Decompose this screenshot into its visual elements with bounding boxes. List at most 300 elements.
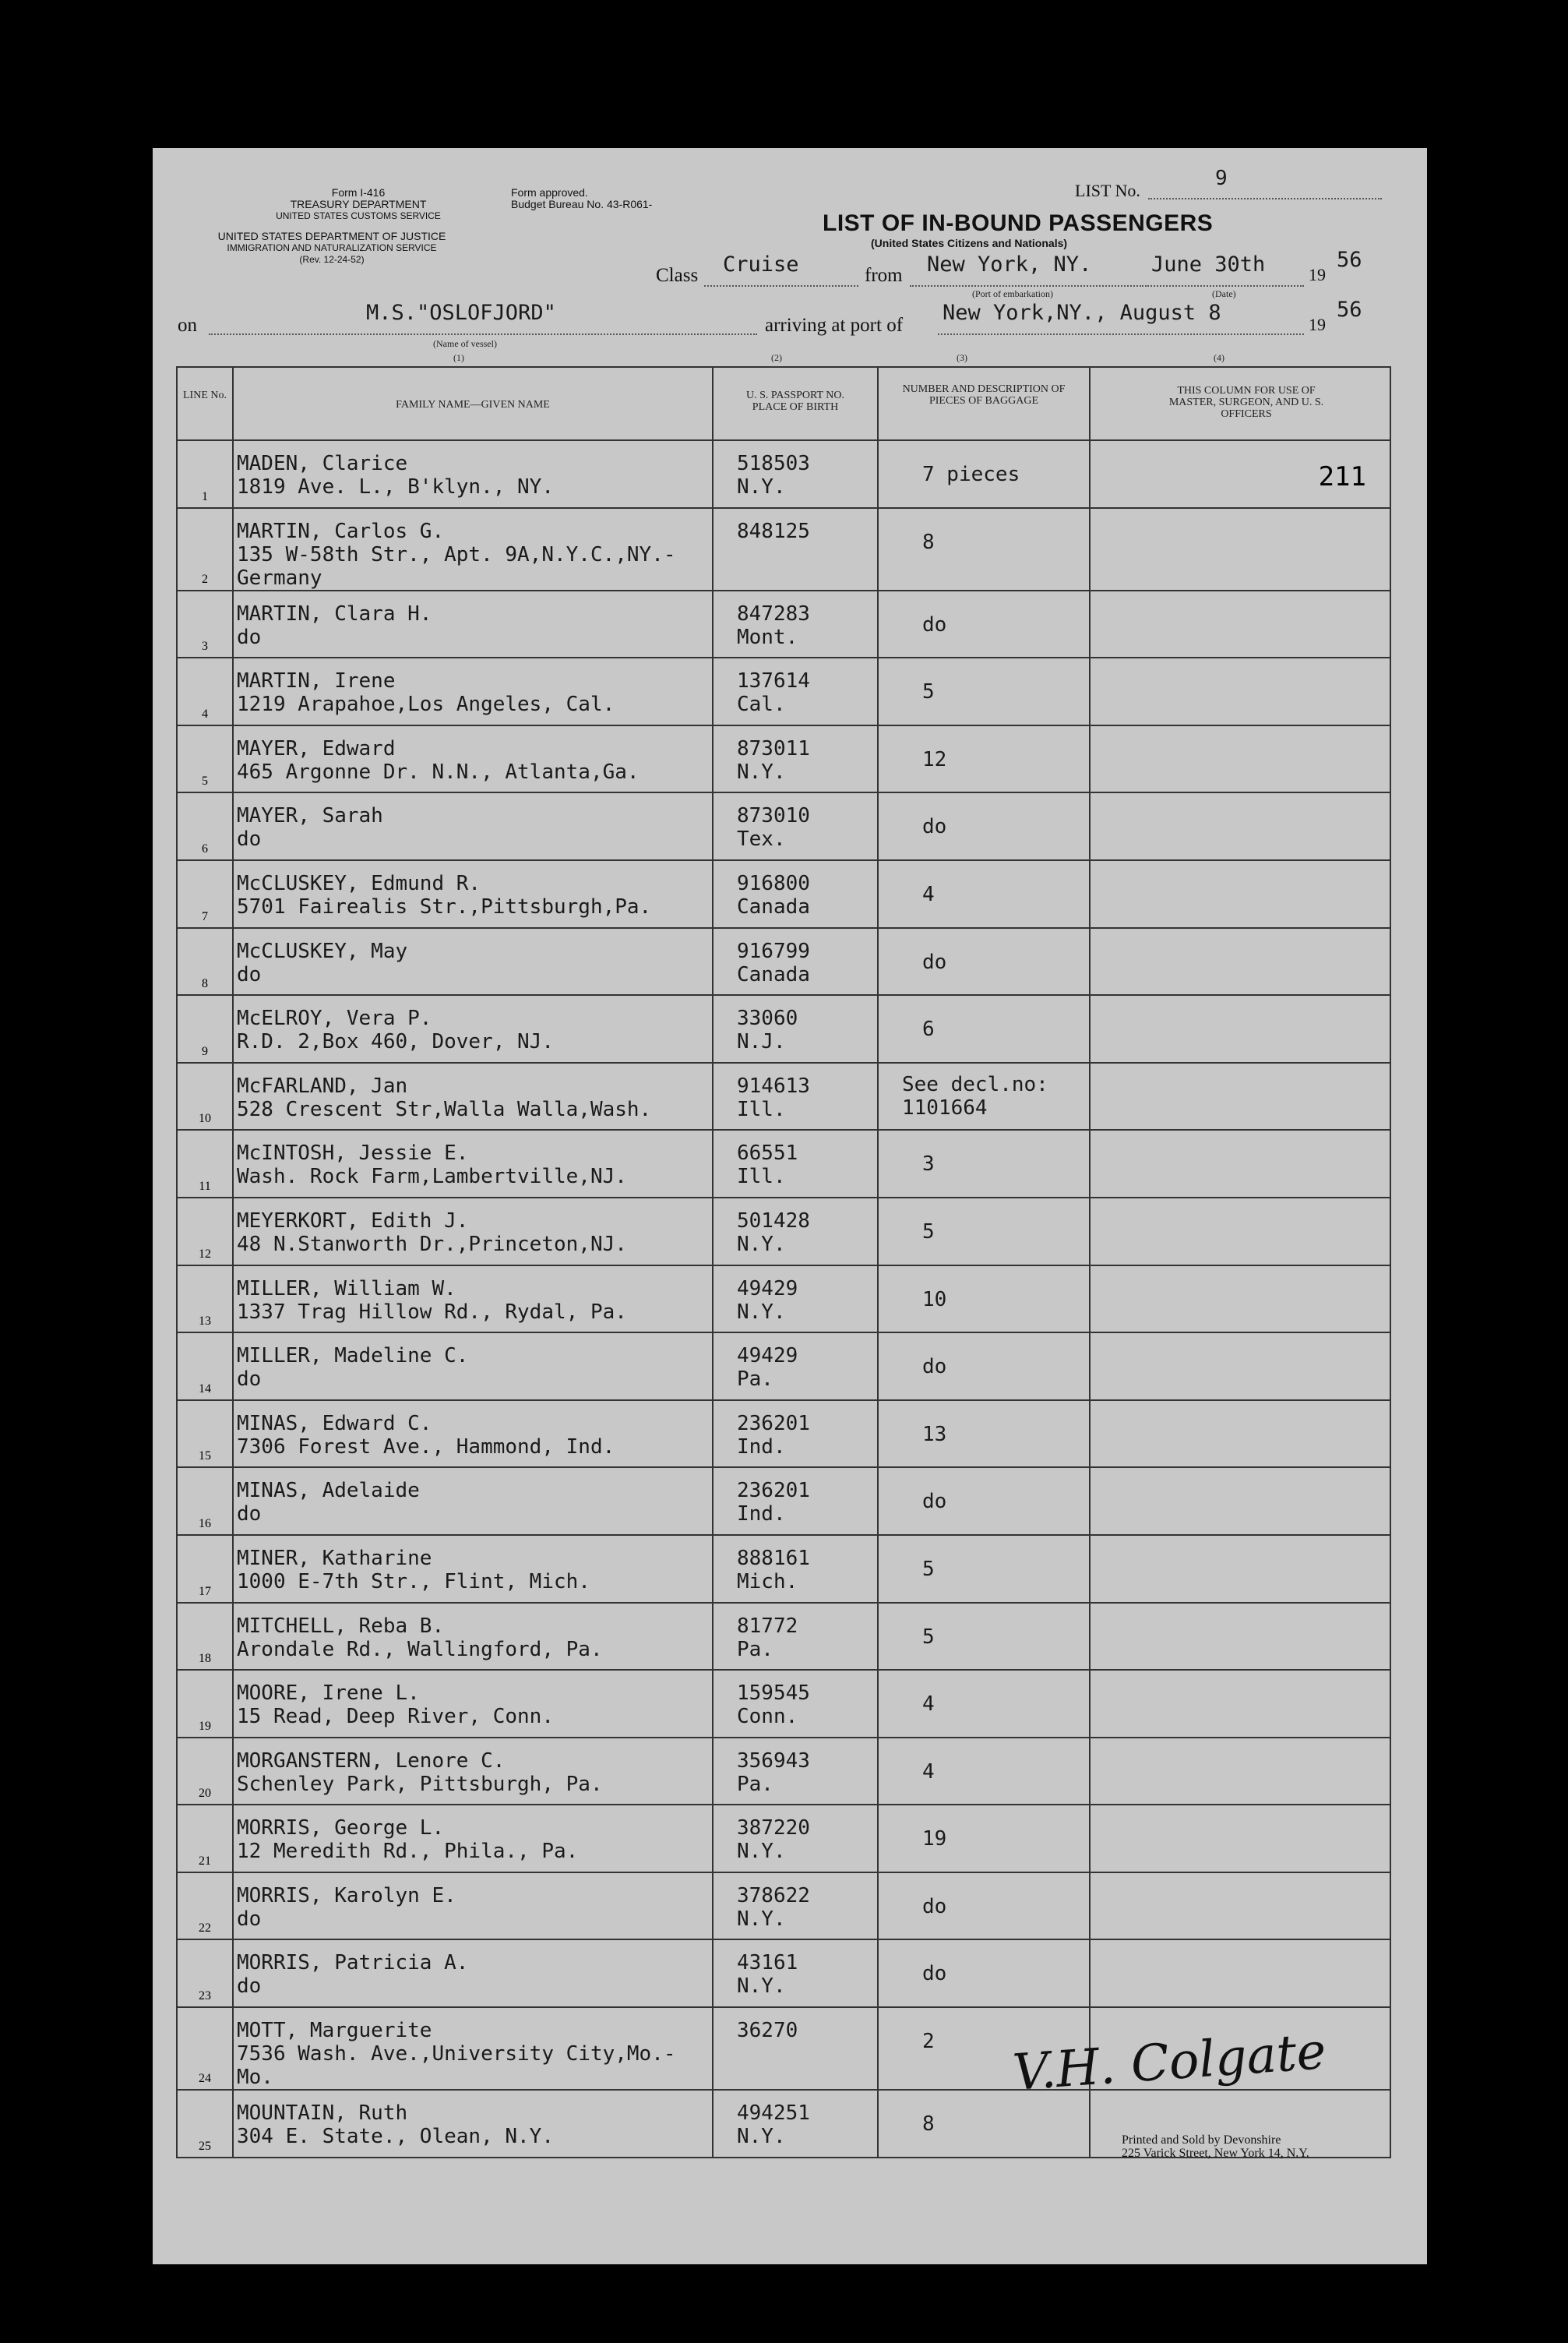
passport-cell (713, 1467, 878, 1535)
line-number: 17 (199, 1584, 211, 1598)
passport-cell (713, 1265, 878, 1333)
punch-hole (87, 343, 123, 379)
passenger-name: MEYERKORT, Edith J. (237, 1209, 469, 1233)
place-of-birth: Ind. (737, 1434, 786, 1459)
passenger-name: MOTT, Marguerite (237, 2019, 432, 2043)
place-of-birth: N.Y. (737, 760, 786, 784)
table-row (177, 1063, 1390, 1131)
passport-cell (713, 860, 878, 928)
class-rule (704, 285, 858, 287)
place-of-birth: Canada (737, 962, 810, 986)
officers-cell (1090, 1400, 1390, 1468)
line-number-cell (177, 1805, 233, 1872)
officer-note (1091, 1738, 1390, 1759)
baggage-description: do (922, 950, 947, 974)
passenger-name: MOORE, Irene L. (237, 1681, 420, 1706)
officer-note (1091, 1604, 1390, 1624)
officer-note (1091, 591, 1390, 612)
justice-block: UNITED STATES DEPARTMENT OF JUSTICE IMMIGRATION AND NATURALIZATION SERVICE (Rev. 12-24-52) (217, 230, 446, 265)
passport-cell (713, 1738, 878, 1805)
baggage-description: 5 (922, 1219, 935, 1244)
punch-hole (92, 1152, 128, 1187)
baggage-header-text: NUMBER AND DESCRIPTION OF PIECES OF BAGGAGE (902, 383, 1066, 407)
name-cell (233, 995, 713, 1063)
table-row (177, 658, 1390, 725)
line-number-cell (177, 928, 233, 996)
embark-caption: (Port of embarkation) (972, 288, 1053, 299)
line-number-cell (177, 591, 233, 658)
approval-note: Form approved. Budget Bureau No. 43-R061- (511, 186, 653, 210)
passenger-name: MARTIN, Irene (237, 669, 396, 693)
line-number-cell (177, 860, 233, 928)
name-cell (233, 792, 713, 860)
table-row (177, 792, 1390, 860)
line-number: 22 (199, 1921, 211, 1935)
baggage-cell (878, 1332, 1090, 1400)
passenger-address: do (237, 962, 262, 986)
punch-hole (92, 1954, 128, 1990)
table-row (177, 1872, 1390, 1940)
officers-cell (1090, 1332, 1390, 1400)
name-cell (233, 1130, 713, 1198)
baggage-description: 2 (922, 2030, 935, 2054)
table-row (177, 508, 1390, 591)
passenger-address: do (237, 1502, 262, 1526)
list-number-label: LIST No. (1075, 181, 1140, 200)
baggage-cell (878, 508, 1090, 591)
passport-cell (713, 658, 878, 725)
baggage-description: 6 (922, 1018, 935, 1042)
passport-number: 888161 (737, 1546, 810, 1570)
from-rule (910, 285, 1143, 287)
passenger-address: Schenley Park, Pittsburgh, Pa. (237, 1772, 603, 1796)
baggage-description: 4 (922, 1759, 935, 1784)
officers-cell (1090, 1467, 1390, 1535)
line-number-header (177, 367, 233, 440)
line-number: 11 (199, 1179, 211, 1193)
passenger-name: MORGANSTERN, Lenore C. (237, 1748, 506, 1773)
passenger-name: MAYER, Edward (237, 736, 396, 760)
officer-note (1091, 1401, 1390, 1421)
baggage-cell (878, 1063, 1090, 1131)
passport-cell (713, 1535, 878, 1603)
name-cell (233, 1872, 713, 1940)
line-number-cell (177, 1738, 233, 1805)
officers-cell (1090, 1939, 1390, 2007)
line-number: 8 (202, 977, 208, 991)
officers-header-text: THIS COLUMN FOR USE OF MASTER, SURGEON, AND U. S. OFFICERS (1168, 385, 1324, 420)
vessel-caption: (Name of vessel) (433, 338, 497, 349)
passport-cell (713, 1130, 878, 1198)
line-number-cell (177, 508, 233, 591)
baggage-cell (878, 1265, 1090, 1333)
line-number-header-text: LINE No. (183, 390, 227, 401)
officer-note (1091, 861, 1390, 881)
line-number-cell (177, 1535, 233, 1603)
baggage-cell (878, 440, 1090, 508)
table-row (177, 1332, 1390, 1400)
place-of-birth: Pa. (737, 1772, 773, 1796)
officer-note (1091, 1940, 1390, 1960)
place-of-birth: Cal. (737, 693, 786, 717)
baggage-description: 19 (922, 1827, 947, 1851)
passport-cell (713, 1332, 878, 1400)
place-of-birth: Mont. (737, 625, 798, 649)
passenger-address: do (237, 1907, 262, 1931)
passport-number: 43161 (737, 1951, 798, 1975)
place-of-birth: N.J. (737, 1030, 786, 1054)
baggage-cell (878, 2090, 1090, 2158)
passport-number: 159545 (737, 1681, 810, 1706)
place-of-birth: N.Y. (737, 1840, 786, 1864)
place-of-birth: Ill. (737, 1097, 786, 1121)
name-cell (233, 1670, 713, 1738)
place-of-birth: N.Y. (737, 2125, 786, 2149)
arrival-port-value: New York,NY., August 8 (943, 301, 1221, 325)
baggage-cell (878, 1198, 1090, 1265)
place-of-birth: Mich. (737, 1569, 798, 1593)
baggage-description: See decl.no: 1101664 (902, 1072, 1048, 1120)
place-of-birth: N.Y. (737, 475, 786, 499)
year-prefix-2: 19 (1309, 315, 1326, 334)
name-header-text: FAMILY NAME—GIVEN NAME (396, 399, 550, 411)
name-cell (233, 1467, 713, 1535)
passport-number: 847283 (737, 602, 810, 626)
line-number-cell (177, 2007, 233, 2090)
passport-number: 81772 (737, 1614, 798, 1638)
passport-cell (713, 1939, 878, 2007)
punch-hole (87, 213, 123, 249)
officer-note (1091, 996, 1390, 1016)
col-number-3: (3) (957, 352, 967, 363)
passenger-address: 1219 Arapahoe,Los Angeles, Cal. (237, 693, 615, 717)
passport-cell (713, 591, 878, 658)
officer-note (1091, 1064, 1390, 1084)
officer-note (1091, 1333, 1390, 1353)
name-cell (233, 928, 713, 996)
place-of-birth: Conn. (737, 1705, 798, 1729)
passenger-name: MOUNTAIN, Ruth (237, 2101, 408, 2126)
baggage-description: 4 (922, 882, 935, 906)
passenger-name: MORRIS, Patricia A. (237, 1951, 469, 1975)
page-title: LIST OF IN-BOUND PASSENGERS (823, 210, 1214, 236)
passport-header-text: U. S. PASSPORT NO. PLACE OF BIRTH (746, 390, 844, 413)
passport-number: 873010 (737, 804, 810, 828)
passport-number: 236201 (737, 1479, 810, 1503)
officers-cell (1090, 1805, 1390, 1872)
passport-cell (713, 1063, 878, 1131)
baggage-cell (878, 1130, 1090, 1198)
passenger-name: MINAS, Edward C. (237, 1411, 432, 1435)
place-of-birth: Ind. (737, 1502, 786, 1526)
line-number: 10 (199, 1112, 211, 1126)
officer-note (1091, 658, 1390, 679)
baggage-cell (878, 928, 1090, 996)
passenger-name: MINER, Katharine (237, 1546, 432, 1570)
name-cell (233, 508, 713, 591)
baggage-description: 10 (922, 1287, 947, 1311)
place-of-birth: Pa. (737, 1637, 773, 1661)
table-row (177, 1467, 1390, 1535)
baggage-description: do (922, 1894, 947, 1918)
line-number-cell (177, 440, 233, 508)
officer-note (1091, 509, 1390, 529)
baggage-cell (878, 1805, 1090, 1872)
place-of-birth: Canada (737, 895, 810, 919)
line-number: 16 (199, 1516, 211, 1530)
table-row (177, 1805, 1390, 1872)
line-number: 1 (202, 489, 208, 503)
passport-cell (713, 508, 878, 591)
date-caption: (Date) (1212, 288, 1236, 299)
officer-note: 211 (1318, 461, 1366, 492)
line-number: 19 (199, 1719, 211, 1733)
baggage-cell (878, 1467, 1090, 1535)
passport-cell (713, 995, 878, 1063)
officers-cell (1090, 1603, 1390, 1671)
passport-number: 501428 (737, 1209, 810, 1233)
year-prefix-1: 19 (1309, 265, 1326, 284)
passport-number: 916799 (737, 939, 810, 963)
passenger-address: 465 Argonne Dr. N.N., Atlanta,Ga. (237, 760, 640, 784)
passenger-address: 7306 Forest Ave., Hammond, Ind. (237, 1434, 615, 1459)
baggage-cell (878, 860, 1090, 928)
line-number-cell (177, 1198, 233, 1265)
passport-cell (713, 2007, 878, 2090)
passport-number: 66551 (737, 1142, 798, 1166)
line-number-cell (177, 995, 233, 1063)
officers-cell (1090, 1872, 1390, 1940)
officer-note (1091, 1198, 1390, 1219)
passenger-name: MARTIN, Carlos G. (237, 519, 445, 543)
passenger-name: MILLER, William W. (237, 1276, 456, 1300)
passport-cell (713, 2090, 878, 2158)
from-label: from (865, 265, 903, 286)
passenger-address: Arondale Rd., Wallingford, Pa. (237, 1637, 603, 1661)
officer-note (1091, 1805, 1390, 1826)
passenger-address: do (237, 1974, 262, 1999)
line-number: 18 (199, 1652, 211, 1666)
table-row (177, 725, 1390, 793)
officer-note (1091, 793, 1390, 813)
passenger-name: MAYER, Sarah (237, 804, 383, 828)
passenger-address: R.D. 2,Box 460, Dover, NJ. (237, 1030, 554, 1054)
table-row (177, 1265, 1390, 1333)
officers-cell (1090, 792, 1390, 860)
line-number: 12 (199, 1247, 211, 1261)
officers-cell (1090, 591, 1390, 658)
passport-number: 916800 (737, 871, 810, 895)
line-number-cell (177, 1872, 233, 1940)
class-value: Cruise (723, 252, 799, 277)
line-number-cell (177, 1130, 233, 1198)
officers-cell (1090, 1130, 1390, 1198)
table-header-row (177, 367, 1390, 440)
passenger-address: 15 Read, Deep River, Conn. (237, 1705, 554, 1729)
line-number-cell (177, 1400, 233, 1468)
officers-cell (1090, 440, 1390, 508)
table-row (177, 1198, 1390, 1265)
table-row (177, 928, 1390, 996)
baggage-description: do (922, 1355, 947, 1379)
passenger-name: MORRIS, George L. (237, 1816, 445, 1840)
passenger-address: 7536 Wash. Ave.,University City,Mo.- Mo. (237, 2042, 676, 2090)
baggage-cell (878, 1603, 1090, 1671)
line-number-cell (177, 1265, 233, 1333)
line-number: 9 (202, 1044, 208, 1058)
passport-cell (713, 792, 878, 860)
name-cell (233, 1939, 713, 2007)
officers-cell (1090, 1063, 1390, 1131)
page-subtitle: (United States Citizens and Nationals) (871, 237, 1068, 249)
passenger-name: MARTIN, Clara H. (237, 602, 432, 626)
passenger-name: McFARLAND, Jan (237, 1074, 408, 1098)
name-cell (233, 2007, 713, 2090)
name-cell (233, 440, 713, 508)
passenger-address: 48 N.Stanworth Dr.,Princeton,NJ. (237, 1232, 627, 1256)
table-row (177, 1738, 1390, 1805)
name-cell (233, 1332, 713, 1400)
baggage-description: 8 (922, 2112, 935, 2137)
name-cell (233, 860, 713, 928)
punch-hole (87, 380, 123, 416)
officers-cell (1090, 658, 1390, 725)
vessel-rule (209, 333, 757, 335)
passport-cell (713, 1400, 878, 1468)
officer-note (1091, 1131, 1390, 1151)
baggage-cell (878, 725, 1090, 793)
passenger-address: 1000 E-7th Str., Flint, Mich. (237, 1569, 590, 1593)
passport-number: 494251 (737, 2101, 810, 2126)
date-value: June 30th (1151, 252, 1266, 277)
line-number-cell (177, 725, 233, 793)
line-number: 24 (199, 2072, 211, 2086)
line-number-cell (177, 1467, 233, 1535)
arrival-rule (938, 333, 1304, 335)
col-number-1: (1) (453, 352, 464, 363)
baggage-description: do (922, 612, 947, 637)
passenger-name: McINTOSH, Jessie E. (237, 1142, 469, 1166)
place-of-birth: N.Y. (737, 1907, 786, 1931)
passenger-address: 304 E. State., Olean, N.Y. (237, 2125, 554, 2149)
passenger-name: MINAS, Adelaide (237, 1479, 420, 1503)
baggage-cell (878, 1738, 1090, 1805)
officers-cell (1090, 1535, 1390, 1603)
passenger-address: do (237, 625, 262, 649)
passport-cell (713, 725, 878, 793)
name-cell (233, 1603, 713, 1671)
line-number-cell (177, 1939, 233, 2007)
name-header (233, 367, 713, 440)
officers-cell (1090, 725, 1390, 793)
baggage-description: 3 (922, 1152, 935, 1177)
baggage-description: do (922, 815, 947, 839)
table-row (177, 995, 1390, 1063)
punch-hole (92, 815, 128, 851)
baggage-description: 8 (922, 530, 935, 554)
table-row (177, 1400, 1390, 1468)
on-label: on (178, 315, 197, 336)
passport-number: 137614 (737, 669, 810, 693)
printer-imprint: Printed and Sold by Devonshire 225 Varick Street, New York 14, N.Y. (1122, 2133, 1309, 2160)
passport-number: 356943 (737, 1748, 810, 1773)
baggage-cell (878, 1535, 1090, 1603)
officers-cell (1090, 508, 1390, 591)
table-row (177, 1939, 1390, 2007)
line-number: 6 (202, 842, 208, 856)
passport-cell (713, 1670, 878, 1738)
passenger-name: MITCHELL, Reba B. (237, 1614, 445, 1638)
name-cell (233, 1400, 713, 1468)
officer-note (1091, 1671, 1390, 1691)
name-cell (233, 591, 713, 658)
passport-number: 914613 (737, 1074, 810, 1098)
officers-cell (1090, 928, 1390, 996)
name-cell (233, 725, 713, 793)
line-number: 4 (202, 707, 208, 721)
officer-note (1091, 1468, 1390, 1488)
passport-number: 518503 (737, 452, 810, 475)
line-number: 3 (202, 640, 208, 654)
baggage-description: 7 pieces (922, 463, 1020, 486)
line-number-cell (177, 1603, 233, 1671)
passenger-name: McELROY, Vera P. (237, 1007, 432, 1031)
passenger-name: McCLUSKEY, Edmund R. (237, 871, 481, 895)
year-value-1: 56 (1337, 248, 1362, 272)
officers-cell (1090, 860, 1390, 928)
passport-number: 33060 (737, 1007, 798, 1031)
passenger-table (176, 366, 1391, 2158)
passport-cell (713, 928, 878, 996)
baggage-description: 13 (922, 1422, 947, 1446)
col-number-2: (2) (771, 352, 782, 363)
baggage-cell (878, 1670, 1090, 1738)
baggage-description: 12 (922, 747, 947, 771)
place-of-birth: N.Y. (737, 1232, 786, 1256)
passport-cell (713, 1198, 878, 1265)
table-row (177, 591, 1390, 658)
passport-number: 378622 (737, 1883, 810, 1907)
name-cell (233, 1738, 713, 1805)
officer-note (1091, 2008, 1390, 2028)
baggage-cell (878, 1872, 1090, 1940)
line-number: 2 (202, 572, 208, 586)
line-number-cell (177, 658, 233, 725)
name-cell (233, 1265, 713, 1333)
from-value: New York, NY. (927, 252, 1092, 277)
table-row (177, 1535, 1390, 1603)
name-cell (233, 2090, 713, 2158)
officer-note (1091, 1873, 1390, 1893)
passport-cell (713, 440, 878, 508)
officer-note (1091, 1266, 1390, 1286)
line-number-cell (177, 792, 233, 860)
baggage-description: do (922, 1490, 947, 1514)
class-label: Class (656, 265, 699, 286)
passenger-address: do (237, 1367, 262, 1392)
place-of-birth: N.Y. (737, 1300, 786, 1324)
baggage-description: 5 (922, 1625, 935, 1649)
passport-cell (713, 1603, 878, 1671)
baggage-cell (878, 1400, 1090, 1468)
date-rule (1145, 285, 1304, 287)
place-of-birth: Tex. (737, 827, 786, 852)
passenger-address: 1819 Ave. L., B'klyn., NY. (237, 475, 554, 499)
passport-number: 848125 (737, 519, 810, 543)
passport-number: 49429 (737, 1276, 798, 1300)
arriving-label: arriving at port of (765, 315, 904, 336)
passenger-name: MADEN, Clarice (237, 452, 408, 475)
